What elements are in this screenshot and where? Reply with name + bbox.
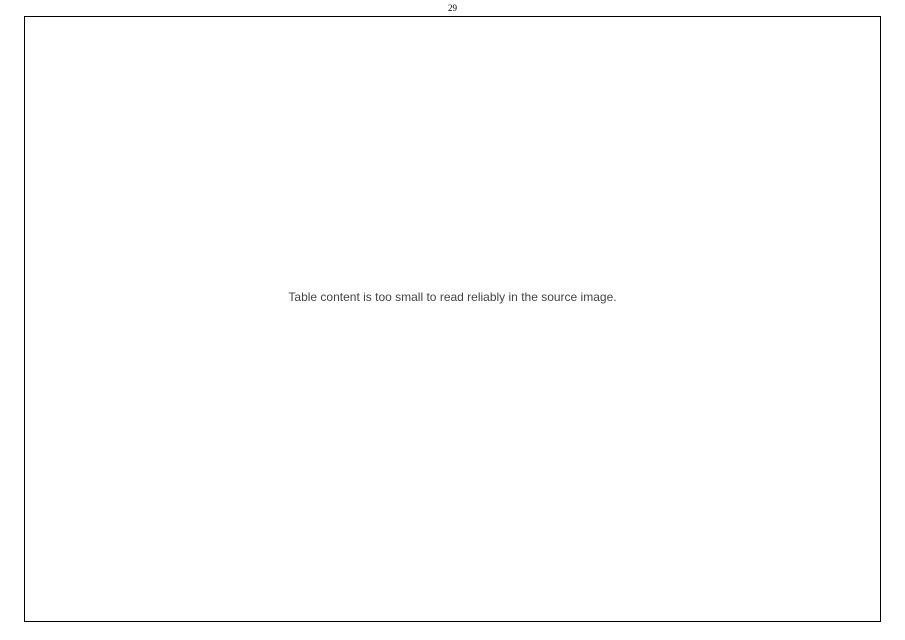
data-table bbox=[24, 16, 881, 622]
illegible-note: Table content is too small to read reliably in the source image. bbox=[288, 290, 617, 304]
page-number: 29 bbox=[448, 3, 457, 13]
